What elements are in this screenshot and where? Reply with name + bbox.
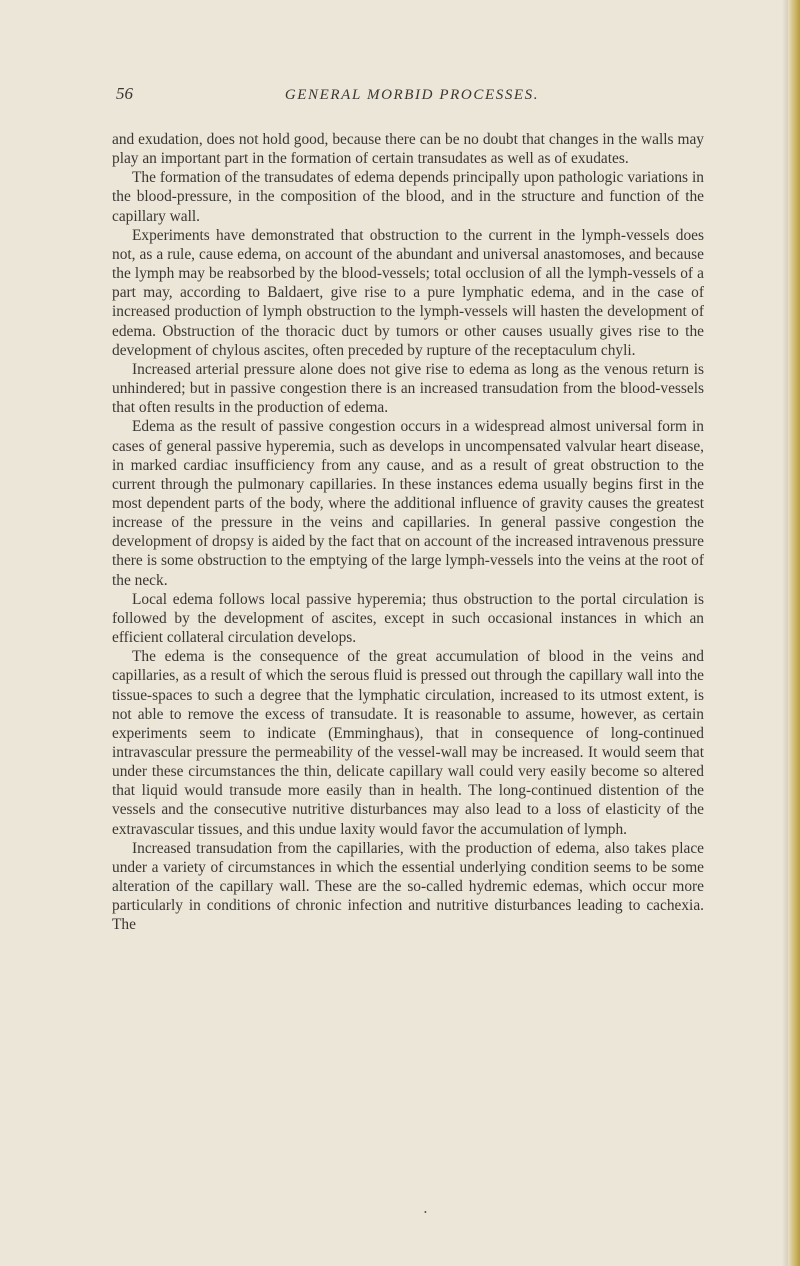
page-number: 56 — [116, 84, 133, 103]
running-title: GENERAL MORBID PROCESSES. — [284, 87, 540, 103]
paragraph-6: Local edema follows local passive hyperemia; thus obstruction to the portal circulation is followed by the development of ascites, except in such occasional instances in which an efficient collateral circulation develops. — [112, 590, 704, 647]
page-edge — [788, 0, 800, 1266]
paragraph-7: The edema is the consequence of the great accumulation of blood in the veins and capillaries, as a result of which the serous fluid is pressed out through the capillary wall into the tissue-spaces to such a degree that the lymphatic circulation, increased to its utmost extent, is not able to remove the excess of transudate. It is reasonable to assume, however, as certain experiments seem to indicate (Emminghaus), that in consequence of long-continued intravascular pressure the permeability of the vessel-wall may be increased. It would seem that under these circumstances the thin, delicate capillary wall could very easily become so altered that liquid would transude more easily than in health. The long-continued distention of the vessels and the consecutive nutritive disturbances may also lead to a loss of elasticity of the extravascular tissues, and this undue laxity would favor the accumulation of lymph. — [112, 648, 704, 838]
paragraph-5: Edema as the result of passive congestion occurs in a widespread almost universal form in cases of general passive hyperemia, such as develops in uncompensated valvular heart disease, in marked cardiac insufficiency from any cause, and as a result of great obstruction to the current through the pulmonary capillaries. In these instances edema usually begins first in the most dependent parts of the body, where the additional influence of gravity causes the greatest increase of the pressure in the veins and capillaries. In general passive congestion the development of dropsy is aided by the fact that on account of the increased intravenous pressure there is some obstruction to the emptying of the large lymph-vessels into the veins at the root of the neck. — [112, 418, 704, 589]
page-header — [116, 84, 708, 108]
body-text — [112, 130, 704, 935]
paragraph-2: The formation of the transudates of edema depends principally upon pathologic variations in the blood-pressure, in the composition of the blood, and in the structure and function of the capillary wall. — [112, 169, 704, 225]
paragraph-3: Experiments have demonstrated that obstruction to the current in the lymph-vessels does not, as a rule, cause edema, on account of the abundant and universal anastomoses, and because the lymph may be reabsorbed by the blood-vessels; total occlusion of all the lymph-vessels of a part may, according to Baldaert, give rise to a pure lymphatic edema, and in the case of increased production of lymph obstruction to the lymph-vessels will hasten the development of edema. Obstruction of the thoracic duct by tumors or other causes usually gives rise to the development of chylous ascites, often preceded by rupture of the receptaculum chyli. — [112, 226, 704, 359]
paragraph-1: and exudation, does not hold good, because there can be no doubt that changes in the walls may play an important part in the formation of certain transudates as well as of exudates. — [112, 131, 704, 168]
footer-mark: • — [424, 1208, 427, 1217]
paragraph-8: Increased transudation from the capillaries, with the production of edema, also takes place under a variety of circumstances in which the essential underlying condition seems to be some alteration of the capillary wall. These are the so-called hydremic edemas, which occur more particularly in conditions of chronic infection and nutritive disturbances leading to cachexia. The — [112, 839, 704, 934]
paragraph-4: Increased arterial pressure alone does not give rise to edema as long as the venous return is unhindered; but in passive congestion there is an increased transudation from the blood-vessels that often results in the production of edema. — [112, 360, 704, 417]
